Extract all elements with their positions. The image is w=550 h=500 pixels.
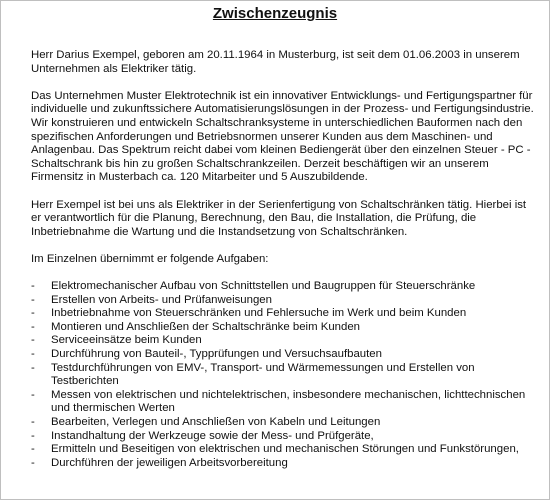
bullet-dash: - xyxy=(31,361,35,374)
bullet-dash: - xyxy=(31,307,35,320)
bullet-dash: - xyxy=(31,429,35,442)
task-text: Ermitteln und Beseitigen von elektrischen und mechanischen Störungen und Funkstörungen, xyxy=(51,443,519,456)
bullet-dash: - xyxy=(31,348,35,361)
task-text: Durchführen der jeweiligen Arbeitsvorbereitung xyxy=(51,456,288,469)
task-text: Erstellen von Arbeits- und Prüfanweisungen xyxy=(51,293,272,306)
document-body xyxy=(31,49,536,470)
role-paragraph: Herr Exempel ist bei uns als Elektriker in der Serienfertigung von Schaltschränken tätig. Hierbei ist er verantwortlich für die Planung, Berechnung, den Bau, die Installation, die Prüfung, die Inbetriebnahme die Wartung und die Instandsetzung von Schaltschränken. xyxy=(31,198,527,238)
bullet-dash: - xyxy=(31,334,35,347)
document-title: Zwischenzeugnis xyxy=(212,5,338,22)
task-item xyxy=(31,443,536,457)
task-item xyxy=(31,294,536,308)
bullet-dash: - xyxy=(31,443,35,456)
task-item xyxy=(31,307,536,321)
task-text: Messen von elektrischen und nichtelektrischen, insbesondere mechanischen, lichttechnischen und thermischen Werten xyxy=(51,388,526,415)
task-text: Testdurchführungen von EMV-, Transport- und Wärmemessungen und Erstellen von Testberichten xyxy=(51,361,475,388)
task-text: Durchführung von Bauteil-, Typprüfungen und Versuchsaufbauten xyxy=(51,348,382,361)
task-item xyxy=(31,280,536,294)
task-item xyxy=(31,389,536,416)
bullet-dash: - xyxy=(31,456,35,469)
task-item xyxy=(31,321,536,335)
bullet-dash: - xyxy=(31,280,35,293)
tasks-intro-paragraph: Im Einzelnen übernimmt er folgende Aufgaben: xyxy=(31,252,269,265)
task-text: Montieren und Anschließen der Schaltschränke beim Kunden xyxy=(51,320,360,333)
task-text: Instandhaltung der Werkzeuge sowie der Mess- und Prüfgeräte, xyxy=(51,429,374,442)
task-item xyxy=(31,430,536,444)
task-text: Elektromechanischer Aufbau von Schnittstellen und Baugruppen für Steuerschränke xyxy=(51,280,476,293)
task-text: Inbetriebnahme von Steuerschränken und Fehlersuche im Werk und beim Kunden xyxy=(51,307,467,320)
task-item xyxy=(31,416,536,430)
bullet-dash: - xyxy=(31,320,35,333)
task-item xyxy=(31,457,536,471)
task-list xyxy=(31,280,536,470)
bullet-dash: - xyxy=(31,388,35,401)
task-text: Bearbeiten, Verlegen und Anschließen von Kabeln und Leitungen xyxy=(51,416,381,429)
bullet-dash: - xyxy=(31,293,35,306)
task-item xyxy=(31,362,536,389)
task-text: Serviceeinsätze beim Kunden xyxy=(51,334,202,347)
company-paragraph: Das Unternehmen Muster Elektrotechnik ist ein innovativer Entwicklungs- und Fertigungspartner für individuelle und zukunftssichere Automatisierungslösungen in der Prozess- und Fertigungsindustrie. Wir konstruieren und entwickeln Schaltschranksysteme in unterschiedlichen Bauformen nach den spezifischen Anforderungen und Betriebsnormen unserer Kunden aus dem Maschinen- und Anlagenbau. Das Spektrum reicht dabei vom kleinen Bediengerät über den einzelnen Steuer - PC - Schaltschrank bis hin zu großen Schaltschrankzeilen. Derzeit beschäftigen wir an unserem Firmensitz in Musterbach ca. 120 Mitarbeiter und 5 Auszubildende. xyxy=(31,89,534,184)
bullet-dash: - xyxy=(31,416,35,429)
task-item xyxy=(31,348,536,362)
intro-paragraph: Herr Darius Exempel, geboren am 20.11.1964 in Musterburg, ist seit dem 01.06.2003 in unserem Unternehmen als Elektriker tätig. xyxy=(31,49,520,75)
task-item xyxy=(31,334,536,348)
